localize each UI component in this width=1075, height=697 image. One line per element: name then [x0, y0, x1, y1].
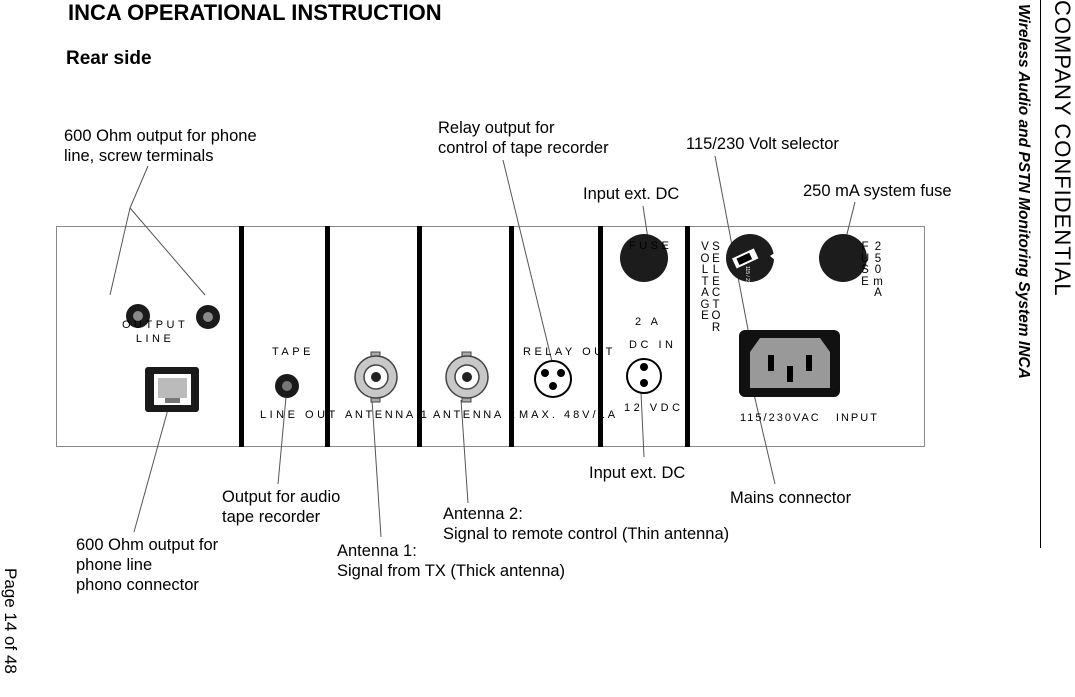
antenna1-bnc [355, 352, 397, 402]
voltage-selector-dial [726, 234, 776, 282]
selector-label: SELECTOR [711, 241, 721, 334]
relay-out-label: RELAY OUT [523, 346, 616, 358]
callout-relay: Relay output for control of tape recorder [438, 119, 609, 157]
system-name: Wireless Audio and PSTN Monitoring System INCA [1015, 4, 1032, 379]
callout-phono: 600 Ohm output for phone line phono connector [76, 536, 219, 594]
phone-jack [145, 367, 199, 412]
page-number: Page 14 of 48 [1, 568, 20, 674]
dc-voltage-label: 12 VDC [624, 402, 684, 414]
ac-input-label: 115/230VAC INPUT [740, 412, 879, 424]
section-title: Rear side [66, 48, 152, 69]
output-line-label: OUTPUT LINE [122, 319, 189, 345]
dc-in-label: DC IN [629, 339, 677, 351]
callout-antenna2: Antenna 2: Signal to remote control (Thin antenna) [443, 505, 730, 543]
callout-system-fuse: 250 mA system fuse [803, 182, 952, 200]
callout-mains: Mains connector [730, 489, 852, 507]
callout-input-dc-bottom: Input ext. DC [589, 464, 686, 482]
confidential-banner: COMPANY CONFIDENTIAL [1050, 0, 1075, 297]
callout-input-dc-top: Input ext. DC [583, 185, 680, 203]
voltage-label: VOLTAGE [700, 241, 710, 322]
dc-in-connector [627, 359, 661, 393]
system-fuse-rating: 250mA [873, 241, 883, 299]
dc-fuse-rating: 2 A [635, 316, 662, 328]
tape-label: TAPE [272, 346, 314, 358]
selector-dial-text: 115 / 230 [744, 266, 750, 287]
tape-jack [275, 374, 299, 398]
callout-antenna1: Antenna 1: Signal from TX (Thick antenna) [337, 542, 566, 580]
relay-rating-label: MAX. 48V/1A [519, 409, 619, 421]
callout-volt-selector: 115/230 Volt selector [686, 135, 839, 153]
antenna2-bnc [446, 352, 488, 402]
screw-terminal-right [196, 305, 220, 329]
dc-fuse-label: FUSE [629, 240, 673, 252]
document-title: INCA OPERATIONAL INSTRUCTION [68, 0, 442, 25]
system-fuse-label: FUSE [860, 241, 870, 288]
line-out-label: LINE OUT [260, 409, 339, 421]
antenna1-label: ANTENNA 1 [345, 409, 430, 421]
callout-phone-screw: 600 Ohm output for phone line, screw terminals [64, 127, 257, 165]
mains-inlet [739, 330, 840, 397]
antenna2-label: ANTENNA 2 [433, 409, 518, 421]
callout-audio-tape: Output for audio tape recorder [222, 488, 341, 526]
relay-connector [535, 361, 571, 397]
